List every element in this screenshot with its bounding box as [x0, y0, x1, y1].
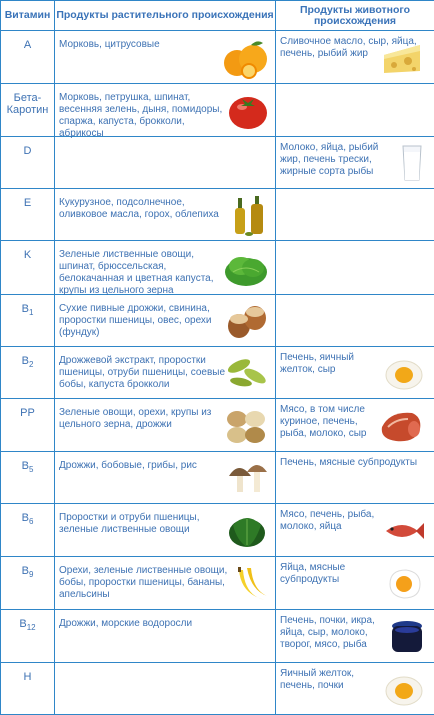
vitamin-subscript: 6	[29, 517, 33, 526]
animal-products-text: Печень, яичный желток, сыр	[280, 352, 354, 376]
animal-products-cell	[276, 241, 434, 295]
vitamin-name: K	[24, 249, 31, 261]
header-plant: Продукты растительного происхождения	[55, 1, 276, 31]
milk-glass-icon	[400, 144, 424, 182]
plant-products-text: Зеленые овощи, орехи, крупы из цельного зерна, дрожжи	[59, 407, 211, 431]
table-row	[1, 241, 434, 295]
vitamin-name: A	[24, 39, 31, 51]
plant-products-cell	[55, 347, 276, 399]
animal-products-cell	[276, 84, 434, 137]
table-row	[1, 347, 434, 399]
boiled-egg-icon	[384, 671, 424, 707]
table-row	[1, 84, 434, 137]
vitamin-name: B	[22, 303, 29, 315]
animal-products-text: Мясо, печень, рыба, молоко, яйца	[280, 509, 374, 533]
header-row	[1, 1, 434, 31]
plant-products-cell	[55, 663, 276, 715]
plant-products-text: Дрожжи, морские водоросли	[59, 618, 192, 630]
plant-products-cell	[55, 84, 276, 137]
spinach-icon	[225, 511, 269, 551]
vitamin-cell	[1, 241, 55, 295]
caviar-jar-icon	[390, 618, 424, 656]
table-row	[1, 295, 434, 347]
animal-products-text: Печень, мясные субпродукты	[280, 457, 417, 469]
vitamin-cell	[1, 189, 55, 241]
vitamin-cell	[1, 452, 55, 504]
plant-products-text: Проростки и отруби пшеницы, зеленые лиственные овощи	[59, 512, 200, 536]
boiled-egg-icon	[384, 355, 424, 391]
vitamin-cell	[1, 399, 55, 452]
hazelnuts-icon	[225, 300, 269, 342]
header-animal: Продукты животного происхождения	[276, 1, 434, 31]
animal-products-text: Сливочное масло, сыр, яйца, печень, рыбий жир	[280, 36, 434, 60]
vitamin-cell	[1, 31, 55, 84]
vitamin-cell	[1, 557, 55, 610]
animal-products-cell	[276, 295, 434, 347]
plant-products-text: Дрожжи, бобовые, грибы, рис	[59, 460, 197, 472]
vitamin-name: H	[24, 671, 32, 683]
animal-products-cell	[276, 31, 434, 84]
table-row	[1, 610, 434, 663]
animal-products-cell	[276, 610, 434, 663]
vitamin-name: B	[19, 618, 26, 630]
fish-icon	[380, 518, 424, 544]
table-row	[1, 452, 434, 504]
vitamin-cell	[1, 137, 55, 189]
animal-products-cell	[276, 347, 434, 399]
vitamin-cell	[1, 663, 55, 715]
vitamin-subscript: 2	[29, 360, 33, 369]
oranges-icon	[221, 37, 269, 79]
vitamin-name: PP	[20, 407, 35, 419]
plant-products-text: Дрожжевой экстракт, проростки пшеницы, отруби пшеницы, соевые бобы, капуста брокколи	[59, 355, 225, 391]
vitamin-subscript: 5	[29, 465, 33, 474]
animal-products-cell	[276, 399, 434, 452]
plant-products-cell	[55, 241, 276, 295]
plant-products-text: Морковь, цитрусовые	[59, 39, 160, 51]
tomato-icon	[227, 92, 269, 130]
animal-products-text: Печень, почки, икра, яйца, сыр, молоко, творог, мясо, рыба	[280, 615, 375, 651]
plant-products-cell	[55, 452, 276, 504]
ham-icon	[378, 407, 424, 445]
animal-products-cell	[276, 137, 434, 189]
vitamin-name: B	[22, 460, 29, 472]
vitamin-cell	[1, 347, 55, 399]
vitamin-cell	[1, 610, 55, 663]
table-row	[1, 399, 434, 452]
animal-products-cell	[276, 557, 434, 610]
vitamin-name: B	[22, 512, 29, 524]
plant-products-cell	[55, 189, 276, 241]
plant-products-cell	[55, 399, 276, 452]
plant-products-text: Орехи, зеленые лиственные овощи, бобы, проростки пшеницы, бананы, апельсины	[59, 565, 227, 601]
vitamin-name: D	[24, 145, 32, 157]
animal-products-text: Молоко, яйца, рыбий жир, печень трески, жирные сорта рыбы	[280, 142, 378, 178]
vitamin-cell	[1, 504, 55, 557]
plant-products-text: Зеленые лиственные овощи, шпинат, брюссельская, белокачанная и цветная капуста, крупы из цельного зерна	[59, 249, 214, 297]
plant-products-cell	[55, 31, 276, 84]
plant-products-cell	[55, 504, 276, 557]
table-row	[1, 189, 434, 241]
animal-products-cell	[276, 189, 434, 241]
vitamin-cell	[1, 84, 55, 137]
vitamin-name: B	[22, 565, 29, 577]
table-row	[1, 663, 434, 715]
oil-bottles-icon	[229, 194, 269, 236]
animal-products-text: Яйца, мясные субпродукты	[280, 562, 345, 586]
plant-products-text: Морковь, петрушка, шпинат, весенняя зелень, дыня, помидоры, спаржа, капуста, брокколи, абрикосы	[59, 92, 222, 140]
table-row	[1, 31, 434, 84]
vitamin-subscript: 1	[29, 308, 33, 317]
vitamin-cell	[1, 295, 55, 347]
cheese-icon	[380, 39, 424, 77]
animal-products-text: Яичный желток, печень, почки	[280, 668, 354, 692]
animal-products-text: Мясо, в том числе куриное, печень, рыба, молоко, сыр	[280, 404, 366, 440]
animal-products-cell	[276, 663, 434, 715]
plant-products-cell	[55, 137, 276, 189]
table-row	[1, 557, 434, 610]
vitamin-name: B	[22, 355, 29, 367]
plant-products-cell	[55, 557, 276, 610]
plant-products-text: Кукурузное, подсолнечное, оливковое масла, горох, облепиха	[59, 197, 219, 221]
vitamin-name: E	[24, 197, 31, 209]
vitamin-subscript: 12	[27, 623, 36, 632]
vitamin-name: Бета- Каротин	[7, 92, 49, 116]
plant-products-cell	[55, 610, 276, 663]
table-row	[1, 504, 434, 557]
soybeans-icon	[225, 354, 269, 392]
plant-products-text: Сухие пивные дрожжи, свинина, проростки пшеницы, овес, орехи (фундук)	[59, 303, 212, 339]
animal-products-cell	[276, 452, 434, 504]
mushrooms-icon	[225, 458, 269, 498]
header-vitamin: Витамин	[1, 1, 55, 31]
vitamin-subscript: 9	[29, 570, 33, 579]
nuts-grains-icon	[223, 405, 269, 447]
lettuce-icon	[223, 248, 269, 288]
plant-products-cell	[55, 295, 276, 347]
banana-icon	[233, 564, 269, 604]
table-row	[1, 137, 434, 189]
animal-products-cell	[276, 504, 434, 557]
fried-egg-icon	[384, 566, 424, 602]
